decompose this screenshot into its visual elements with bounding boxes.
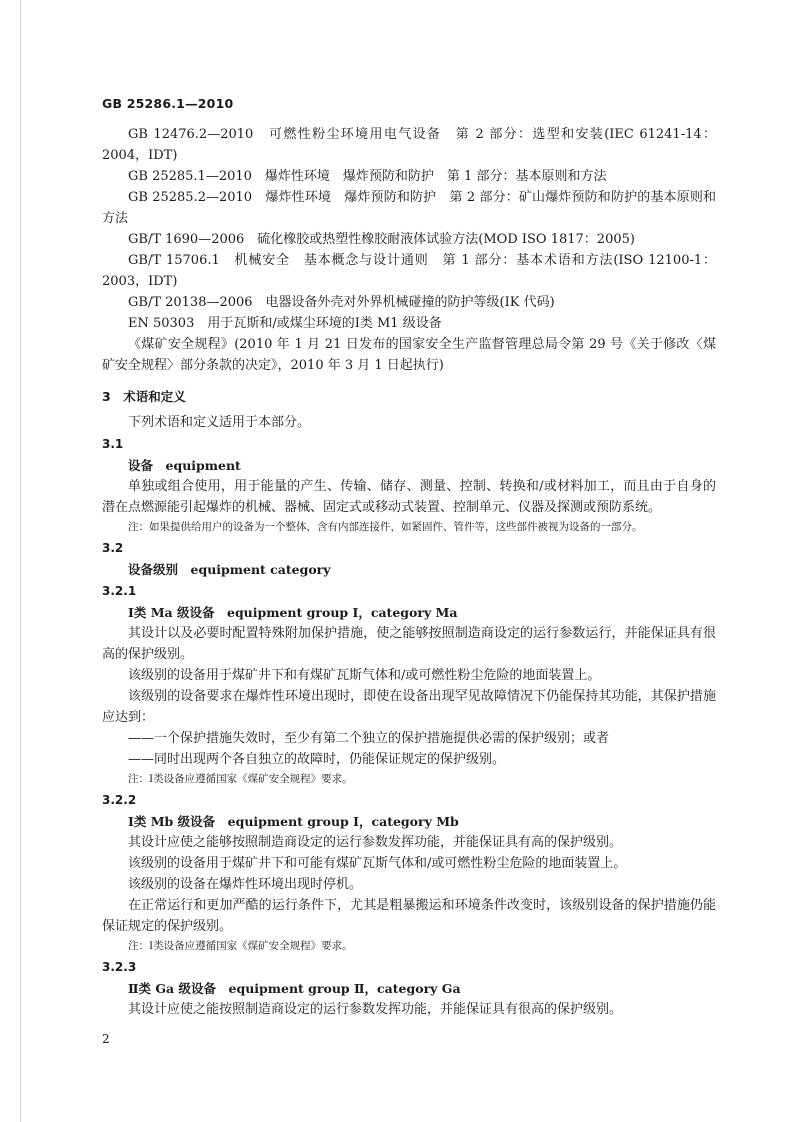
term-note: 注：Ⅰ类设备应遵循国家《煤矿安全规程》要求。 xyxy=(128,940,353,952)
binding-margin-line xyxy=(20,0,21,1122)
dash-list-item: ——同时出现两个各自独立的故障时，仍能保证规定的保护级别。 xyxy=(128,752,506,767)
reference-item: GB 25285.2—2010 爆炸性环境 爆炸预防和防护 第 2 部分：矿山爆炸预防和防护的基本原则和方法 xyxy=(102,190,716,226)
term-title: Ⅰ类 Mb 级设备 equipment group Ⅰ，category Mb xyxy=(128,814,459,829)
term-title: Ⅱ类 Ga 级设备 equipment group Ⅱ，category Ga xyxy=(128,981,461,996)
reference-item: 《煤矿安全规程》(2010 年 1 月 21 日发布的国家安全生产监督管理总局令第 29 号《关于修改〈煤矿安全规程〉部分条款的决定》，2010 年 3 月 1 日起执行) xyxy=(102,337,716,373)
clause-number: 3.1 xyxy=(102,437,124,451)
reference-item: GB/T 15706.1 机械安全 基本概念与设计通则 第 1 部分：基本术语和方法(ISO 12100-1：2003，IDT) xyxy=(102,253,716,289)
page-number: 2 xyxy=(102,1032,110,1046)
term-paragraph: 在正常运行和更加严酷的运行条件下，尤其是粗暴搬运和环境条件改变时，该级别设备的保护措施仍能保证规定的保护级别。 xyxy=(102,898,716,934)
clause-number: 3.2.1 xyxy=(102,584,137,598)
reference-item: GB 12476.2—2010 可燃性粉尘环境用电气设备 第 2 部分：选型和安装(IEC 61241-14：2004，IDT) xyxy=(102,127,716,163)
term-definition: 单独或组合使用，用于能量的产生、传输、储存、测量、控制、转换和/或材料加工，而且由于自身的潜在点燃源能引起爆炸的机械、器械、固定式或移动式装置、控制单元、仪器及探测或预防系统。 xyxy=(102,479,716,515)
clause-number: 3.2 xyxy=(102,541,124,555)
page-content xyxy=(102,124,716,1020)
section-intro: 下列术语和定义适用于本部分。 xyxy=(128,415,311,430)
reference-item: EN 50303 用于瓦斯和/或煤尘环境的Ⅰ类 M1 级设备 xyxy=(128,316,442,331)
term-paragraph: 该级别的设备要求在爆炸性环境出现时，即使在设备出现罕见故障情况下仍能保持其功能，其保护措施应达到： xyxy=(102,689,716,725)
normative-references-list xyxy=(102,124,716,376)
term-paragraph: 该级别的设备用于煤矿井下和可能有煤矿瓦斯气体和/或可燃性粉尘危险的地面装置上。 xyxy=(128,856,627,871)
term-definition: 其设计应使之能够按照制造商设定的运行参数发挥功能，并能保证具有高的保护级别。 xyxy=(128,835,623,850)
reference-item: GB 25285.1—2010 爆炸性环境 爆炸预防和防护 第 1 部分：基本原则和方法 xyxy=(128,169,607,184)
dash-list-item: ——一个保护措施失效时，至少有第二个独立的保护措施提供必需的保护级别；或者 xyxy=(128,731,610,746)
term-paragraph: 该级别的设备在爆炸性环境出现时停机。 xyxy=(128,877,363,892)
reference-item: GB/T 20138—2006 电器设备外壳对外界机械碰撞的防护等级(IK 代码) xyxy=(128,295,555,310)
term-note: 注：如果提供给用户的设备为一个整体，含有内部连接件，如紧固件、管件等，这些部件被视为设备的一部分。 xyxy=(128,521,643,533)
reference-item: GB/T 1690—2006 硫化橡胶或热塑性橡胶耐液体试验方法(MOD ISO 1817：2005) xyxy=(128,232,635,247)
term-title: 设备 equipment xyxy=(128,458,241,473)
clause-number: 3.2.2 xyxy=(102,793,137,807)
term-title: 设备级别 equipment category xyxy=(128,562,331,577)
section-heading: 3 术语和定义 xyxy=(102,389,186,404)
clause-number: 3.2.3 xyxy=(102,960,137,974)
term-paragraph: 该级别的设备用于煤矿井下和有煤矿瓦斯气体和/或可燃性粉尘危险的地面装置上。 xyxy=(128,668,601,683)
term-title: Ⅰ类 Ma 级设备 equipment group Ⅰ，category Ma xyxy=(128,605,458,620)
term-definition: 其设计以及必要时配置特殊附加保护措施，使之能够按照制造商设定的运行参数运行，并能保证具有很高的保护级别。 xyxy=(102,626,716,662)
standard-code-header: GB 25286.1—2010 xyxy=(102,96,234,111)
term-note: 注：Ⅰ类设备应遵循国家《煤矿安全规程》要求。 xyxy=(128,773,353,785)
term-definition: 其设计应使之能按照制造商设定的运行参数发挥功能，并能保证具有很高的保护级别。 xyxy=(128,1002,623,1017)
